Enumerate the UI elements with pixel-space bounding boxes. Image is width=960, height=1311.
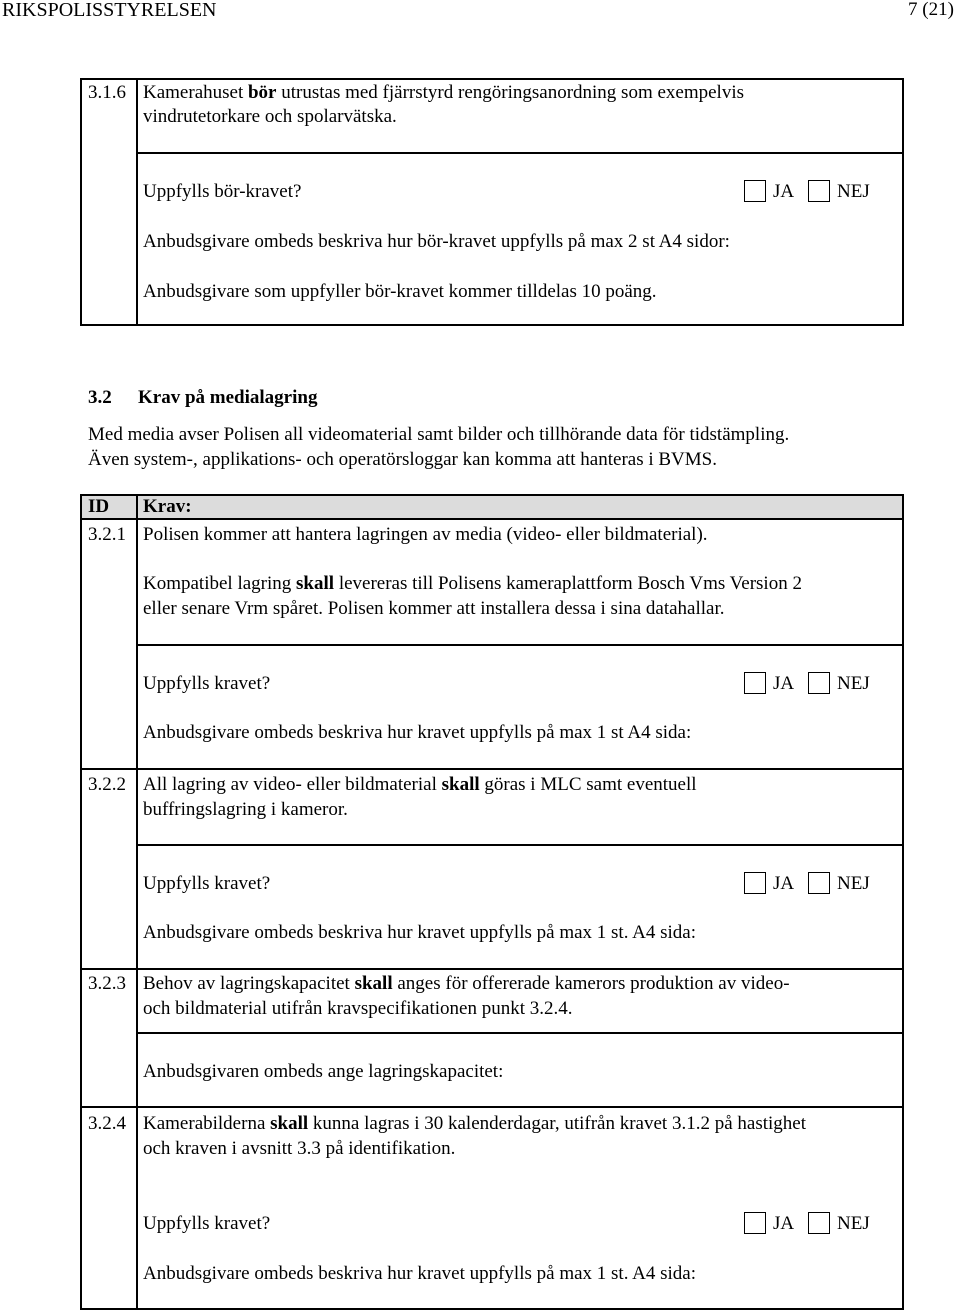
req-id-316: 3.1.6 xyxy=(88,82,126,103)
req-text-316-line2: vindrutetorkare och spolarvätska. xyxy=(143,106,397,127)
question-321: Uppfylls kravet? xyxy=(143,673,271,694)
req-id-323: 3.2.3 xyxy=(88,973,126,994)
row-subdivider xyxy=(136,644,902,646)
page-number: 7 (21) xyxy=(908,0,954,20)
question-316: Uppfylls bör-kravet? xyxy=(143,181,302,202)
req-text-316: Kamerahuset bör utrustas med fjärrstyrd rengöringsanordning som exempelvis xyxy=(143,82,744,103)
describe-323: Anbudsgivaren ombeds ange lagringskapacitet: xyxy=(143,1061,504,1082)
req-text-322-line2: buffringslagring i kameror. xyxy=(143,799,348,820)
question-324: Uppfylls kravet? xyxy=(143,1213,271,1234)
ja-checkbox-324[interactable] xyxy=(744,1212,766,1234)
nej-checkbox-324[interactable] xyxy=(808,1212,830,1234)
req-id-324: 3.2.4 xyxy=(88,1113,126,1134)
req-text-323-line1: Behov av lagringskapacitet skall anges för offererade kamerors produktion av video- xyxy=(143,973,790,994)
ja-label-324: JA xyxy=(773,1213,795,1234)
points-316: Anbudsgivare som uppfyller bör-kravet kommer tilldelas 10 poäng. xyxy=(143,281,657,302)
column-divider xyxy=(136,80,138,324)
column-divider xyxy=(136,496,138,1308)
ja-checkbox-322[interactable] xyxy=(744,872,766,894)
question-322: Uppfylls kravet? xyxy=(143,873,271,894)
nej-checkbox-321[interactable] xyxy=(808,672,830,694)
nej-label-316: NEJ xyxy=(837,181,870,202)
ja-label-321: JA xyxy=(773,673,795,694)
organization-name: RIKSPOLISSTYRELSEN xyxy=(2,0,217,21)
nej-checkbox-322[interactable] xyxy=(808,872,830,894)
row-subdivider xyxy=(136,844,902,846)
row-divider xyxy=(82,1106,902,1108)
section-number: 3.2 xyxy=(88,387,112,408)
describe-321: Anbudsgivare ombeds beskriva hur kravet uppfylls på max 1 st A4 sida: xyxy=(143,722,692,743)
table-header xyxy=(82,496,902,520)
req-text-324-line2: och kraven i avsnitt 3.3 på identifikation. xyxy=(143,1138,456,1159)
nej-label-324: NEJ xyxy=(837,1213,870,1234)
section-intro-line1: Med media avser Polisen all videomaterial samt bilder och tillhörande data för tidstämpling. xyxy=(88,424,790,445)
row-divider xyxy=(82,768,902,770)
req-text-321-line3: eller senare Vrm spåret. Polisen kommer att installera dessa i sina datahallar. xyxy=(143,598,725,619)
ja-checkbox-321[interactable] xyxy=(744,672,766,694)
describe-322: Anbudsgivare ombeds beskriva hur kravet uppfylls på max 1 st. A4 sida: xyxy=(143,922,697,943)
ja-checkbox-316[interactable] xyxy=(744,180,766,202)
col-header-id: ID xyxy=(88,496,110,517)
section-intro-line2: Även system-, applikations- och operatörsloggar kan komma att hanteras i BVMS. xyxy=(88,449,717,470)
row-divider xyxy=(136,152,902,154)
col-header-krav: Krav: xyxy=(143,496,192,517)
nej-label-322: NEJ xyxy=(837,873,870,894)
describe-324: Anbudsgivare ombeds beskriva hur kravet uppfylls på max 1 st. A4 sida: xyxy=(143,1263,697,1284)
row-subdivider xyxy=(136,1032,902,1034)
req-text-321-line2: Kompatibel lagring skall levereras till Polisens kameraplattform Bosch Vms Version 2 xyxy=(143,573,802,594)
req-text-324-line1: Kamerabilderna skall kunna lagras i 30 kalenderdagar, utifrån kravet 3.1.2 på hastighet xyxy=(143,1113,806,1134)
nej-label-321: NEJ xyxy=(837,673,870,694)
req-id-322: 3.2.2 xyxy=(88,774,126,795)
nej-checkbox-316[interactable] xyxy=(808,180,830,202)
req-text-323-line2: och bildmaterial utifrån kravspecifikationen punkt 3.2.4. xyxy=(143,998,573,1019)
req-id-321: 3.2.1 xyxy=(88,524,126,545)
section-title: Krav på medialagring xyxy=(138,387,318,408)
row-divider xyxy=(82,968,902,970)
ja-label-322: JA xyxy=(773,873,795,894)
describe-316: Anbudsgivare ombeds beskriva hur bör-kravet uppfylls på max 2 st A4 sidor: xyxy=(143,231,730,252)
req-text-321-line1: Polisen kommer att hantera lagringen av media (video- eller bildmaterial). xyxy=(143,524,708,545)
req-text-322-line1: All lagring av video- eller bildmaterial skall göras i MLC samt eventuell xyxy=(143,774,697,795)
ja-label-316: JA xyxy=(773,181,795,202)
